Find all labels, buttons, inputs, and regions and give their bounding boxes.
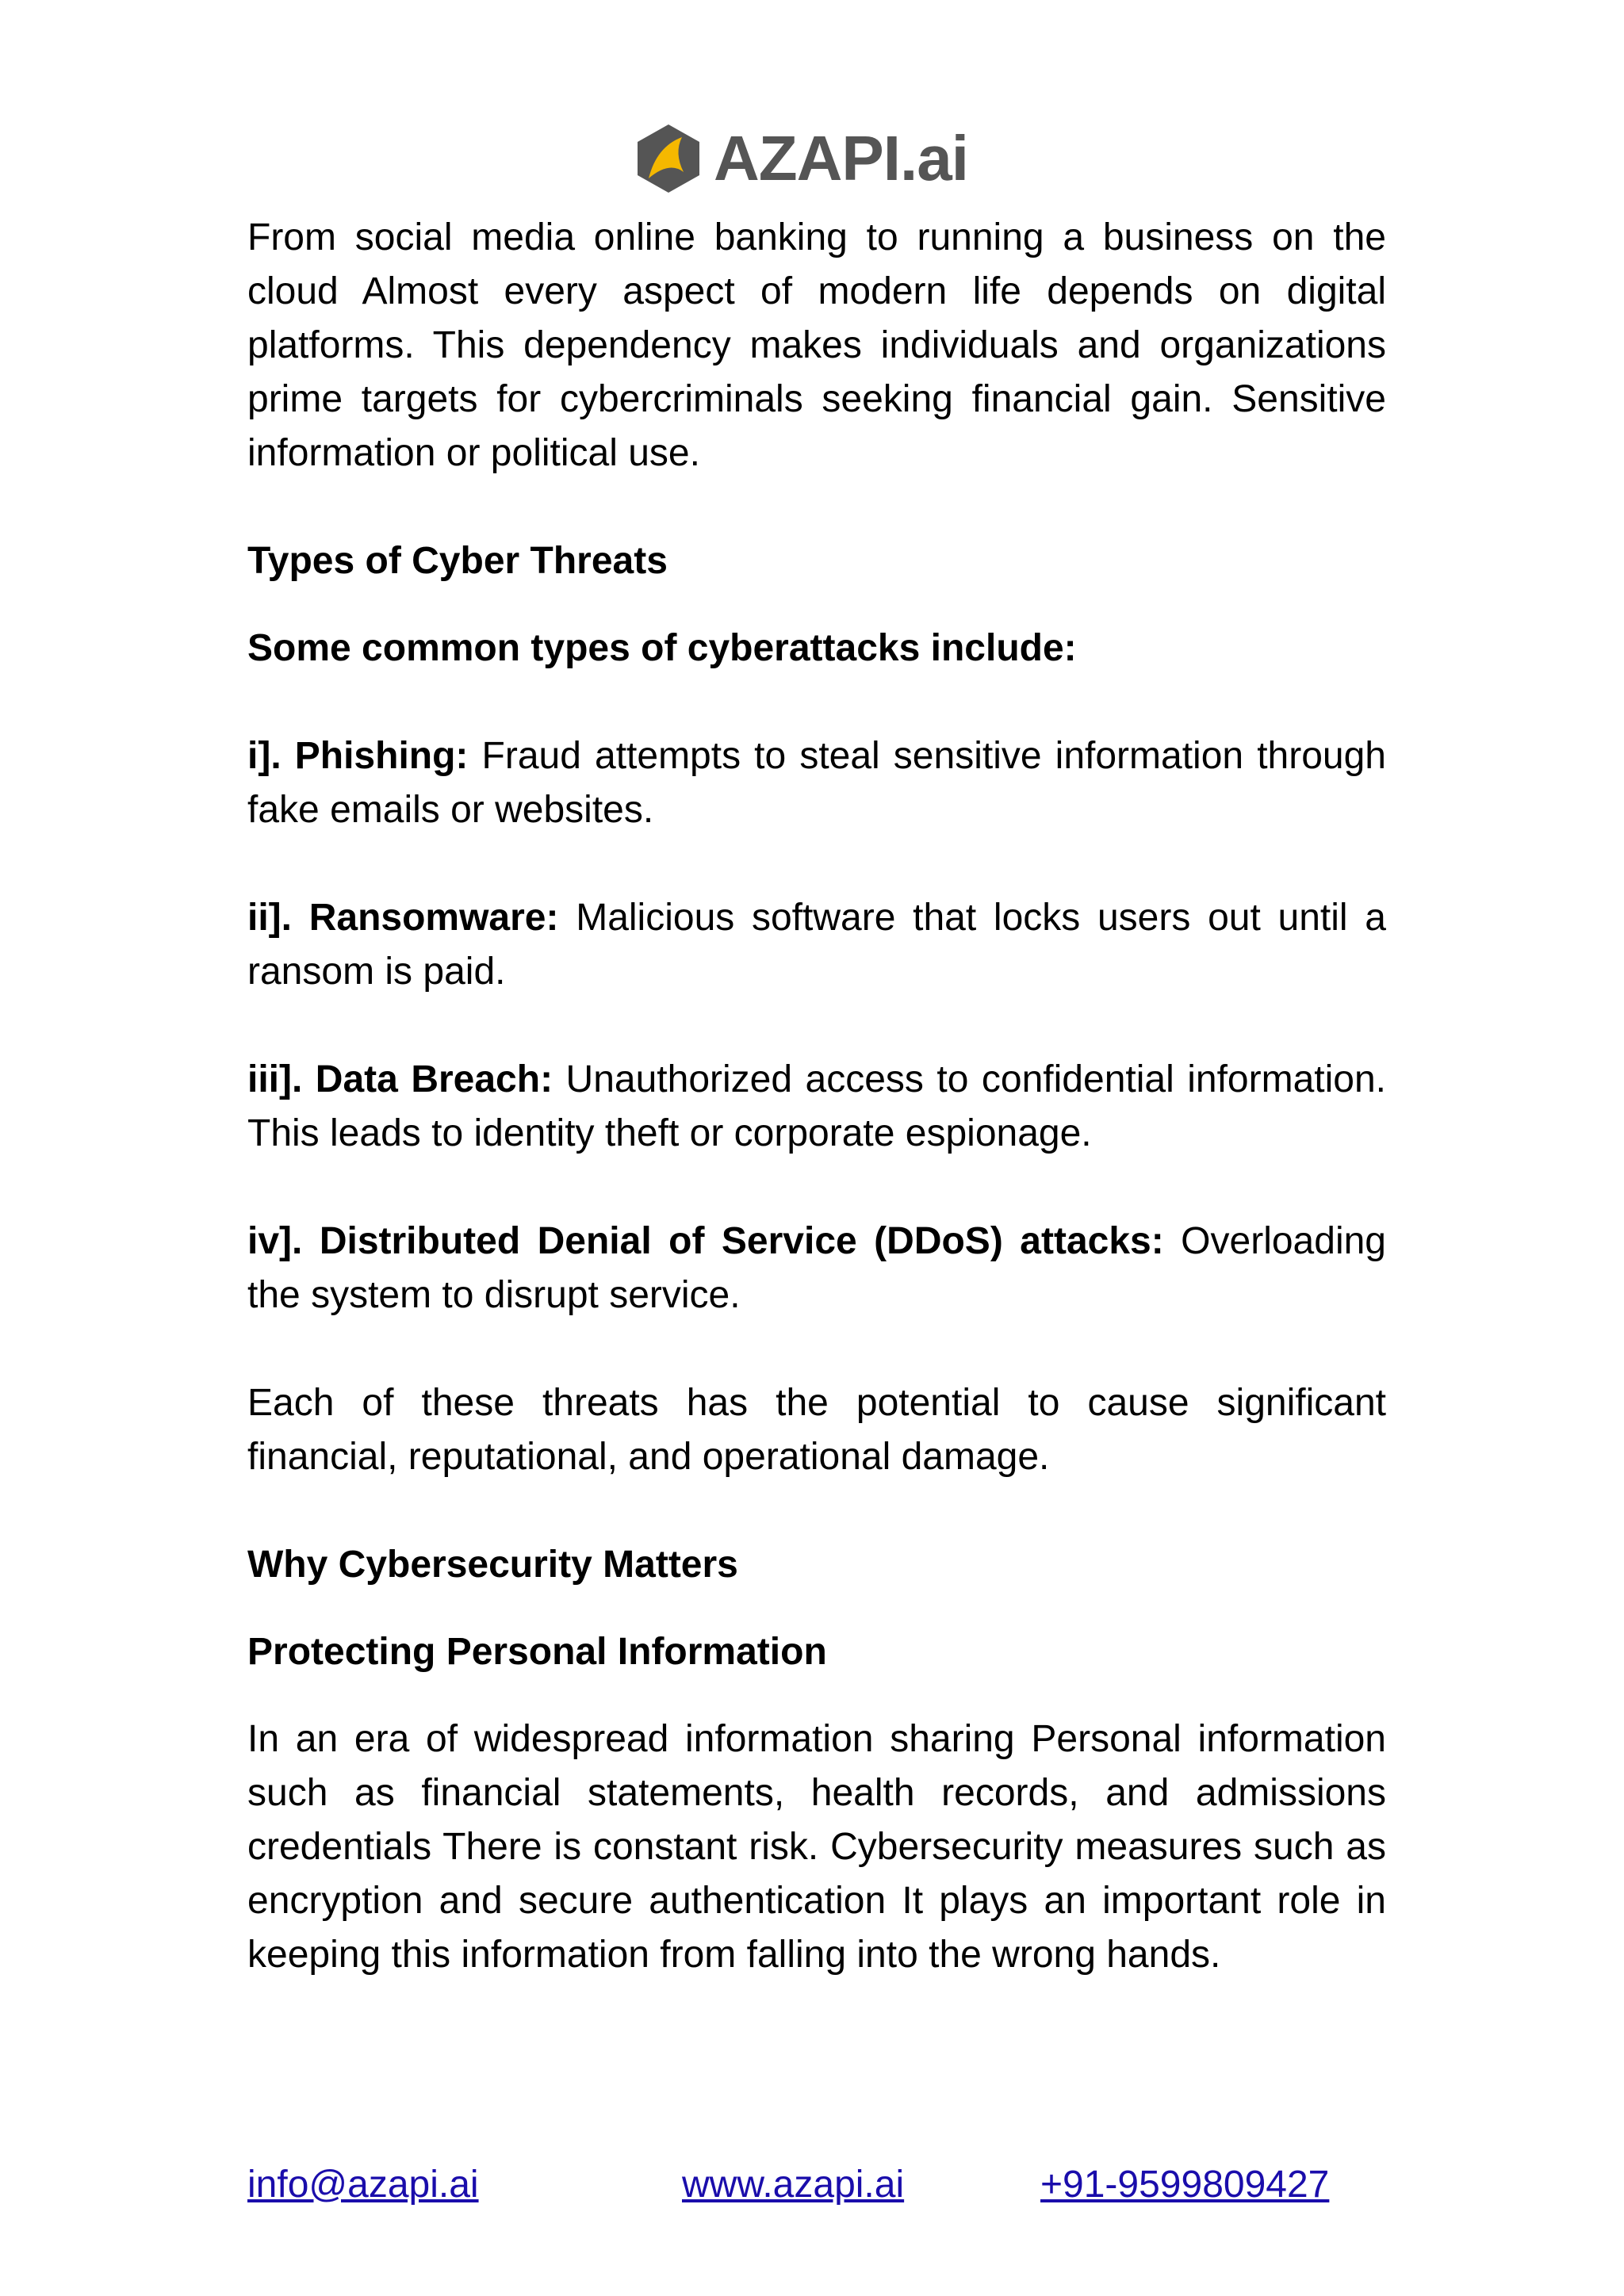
heading-types-of-cyber-threats: Types of Cyber Threats: [247, 540, 668, 582]
threats-summary-paragraph: Each of these threats has the potential to cause significant financial, reputational, and operational damage.: [247, 1382, 1386, 1478]
footer: [0, 2163, 1624, 2226]
threat-text: Malicious software that locks users out until a ransom is paid.: [247, 897, 1386, 993]
intro-paragraph: From social media online banking to running a business on the cloud Almost every aspect of modern life depends on digital platforms. This dependency makes individuals and organizations prime targets for cybercriminals seeking financial gain. Sensitive information or political use.: [247, 216, 1386, 474]
threat-label: iii]. Data Breach:: [247, 1058, 553, 1100]
azapi-logo-icon: [634, 123, 703, 194]
threat-text: Unauthorized access to confidential information. This leads to identity theft or corporate espionage.: [247, 1058, 1386, 1154]
threat-label: iv]. Distributed Denial of Service (DDoS) attacks:: [247, 1220, 1164, 1262]
threat-item-ddos: [247, 1215, 1386, 1322]
document-body: [247, 211, 1386, 1982]
protecting-paragraph: In an era of widespread information sharing Personal information such as financial statements, health records, and admissions credentials There is constant risk. Cybersecurity measures such as encryption and secure authentication It plays an important role in keeping this information from falling into the wrong hands.: [247, 1718, 1386, 1976]
logo-text: AZAPI.ai: [714, 123, 968, 193]
threat-label: ii]. Ransomware:: [247, 897, 559, 939]
phone-link[interactable]: +91-9599809427: [1040, 2164, 1330, 2206]
website-link[interactable]: www.azapi.ai: [682, 2164, 905, 2206]
threat-item-ransomware: [247, 891, 1386, 999]
threat-text: Fraud attempts to steal sensitive information through fake emails or websites.: [247, 735, 1386, 831]
email-link[interactable]: info@azapi.ai: [247, 2164, 479, 2206]
header-logo: [634, 119, 999, 198]
threat-item-data-breach: [247, 1053, 1386, 1161]
threat-text: Overloading the system to disrupt service.: [247, 1220, 1387, 1316]
subheading-common-cyberattacks: Some common types of cyberattacks include:: [247, 627, 1077, 669]
threat-item-phishing: [247, 729, 1386, 837]
heading-why-cybersecurity-matters: Why Cybersecurity Matters: [247, 1544, 738, 1586]
threat-label: i]. Phishing:: [247, 735, 469, 777]
heading-protecting-personal-information: Protecting Personal Information: [247, 1631, 827, 1673]
